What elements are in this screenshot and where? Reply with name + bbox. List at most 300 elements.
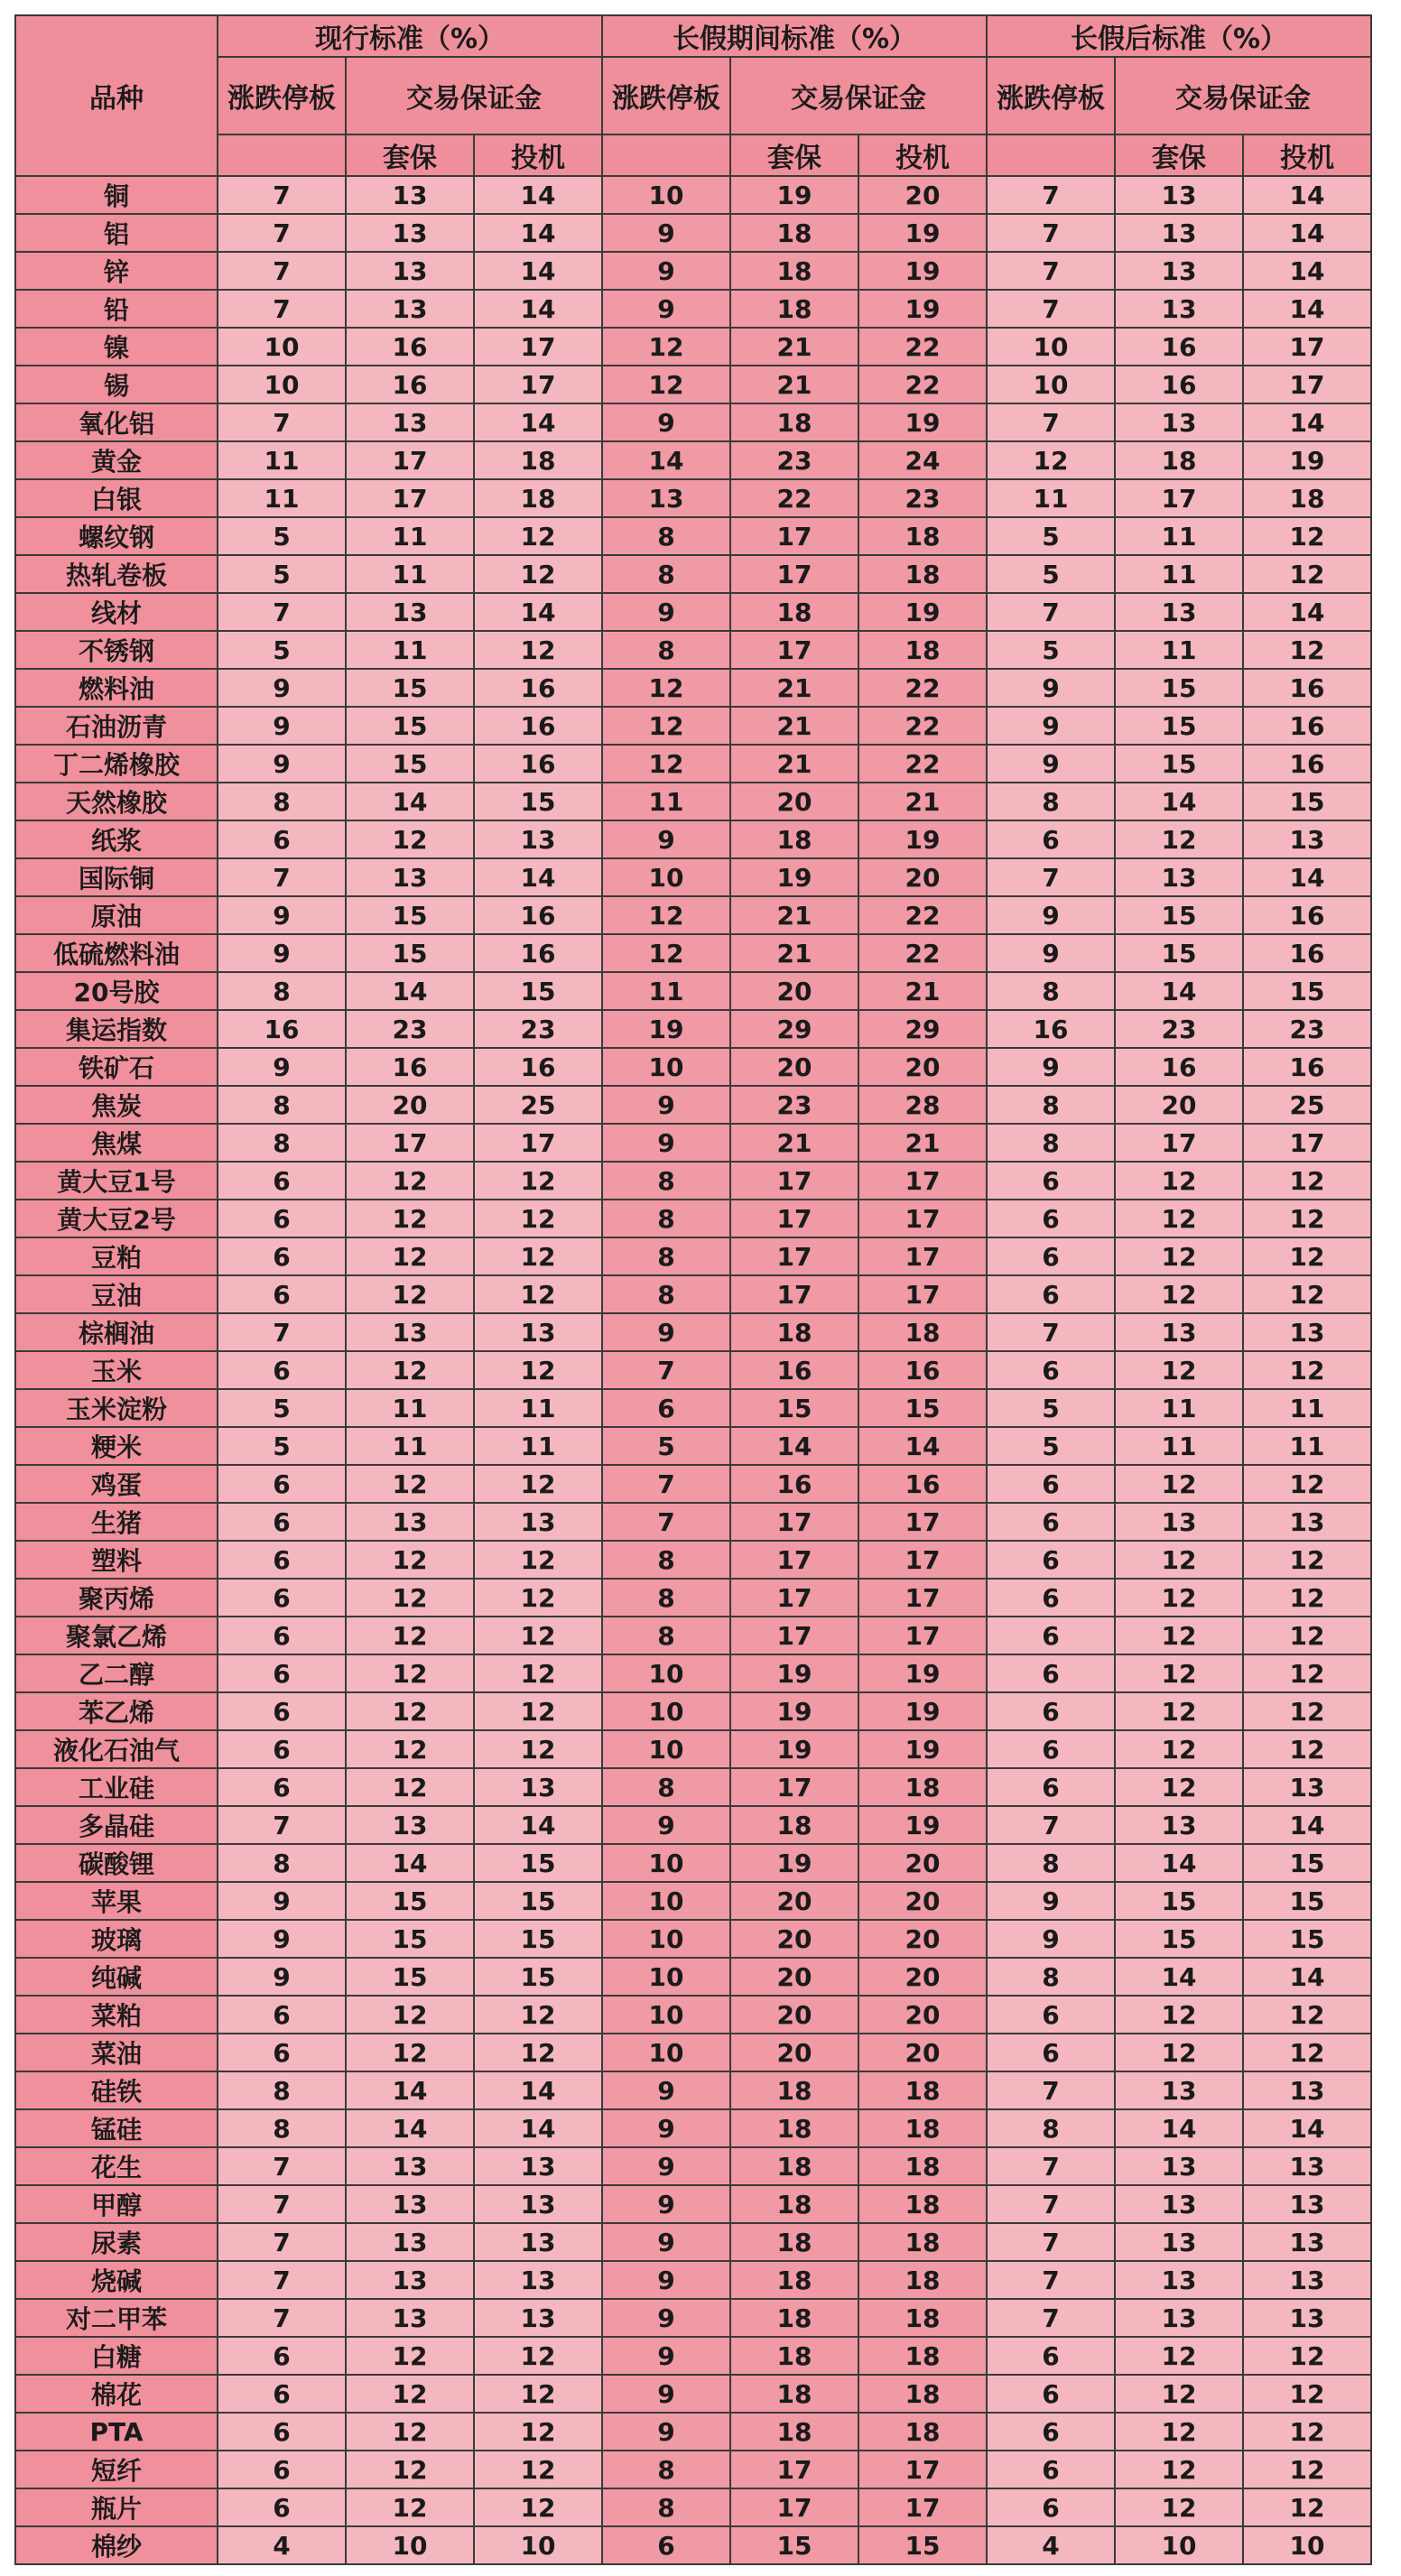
cell-after-spec: 11	[1243, 1389, 1371, 1427]
cell-after-hedge: 13	[1115, 593, 1243, 631]
cell-current-limit: 10	[218, 328, 346, 366]
cell-current-limit: 7	[218, 176, 346, 214]
cell-after-hedge: 12	[1115, 2413, 1243, 2451]
cell-holiday-limit: 8	[602, 1237, 730, 1275]
table-row	[15, 2413, 1371, 2451]
cell-holiday-hedge: 20	[730, 1958, 858, 1996]
cell-holiday-spec: 20	[858, 1844, 987, 1882]
cell-current-hedge: 16	[346, 328, 474, 366]
cell-after-hedge: 12	[1115, 1200, 1243, 1237]
cell-after-hedge: 12	[1115, 2375, 1243, 2413]
cell-current-limit: 9	[218, 1958, 346, 1996]
table-row	[15, 403, 1371, 441]
cell-holiday-hedge: 18	[730, 1806, 858, 1844]
cell-holiday-spec: 18	[858, 2185, 987, 2223]
cell-holiday-hedge: 18	[730, 2299, 858, 2337]
cell-current-spec: 12	[474, 2488, 602, 2526]
cell-current-limit: 6	[218, 2413, 346, 2451]
cell-current-hedge: 11	[346, 517, 474, 555]
table-row	[15, 745, 1371, 783]
cell-variety: 20号胶	[15, 972, 218, 1010]
cell-variety: 塑料	[15, 1541, 218, 1579]
cell-holiday-spec: 20	[858, 2034, 987, 2071]
cell-current-hedge: 23	[346, 1010, 474, 1048]
cell-holiday-spec: 22	[858, 366, 987, 403]
cell-current-limit: 6	[218, 1692, 346, 1730]
cell-holiday-limit: 9	[602, 1124, 730, 1162]
cell-holiday-limit: 12	[602, 934, 730, 972]
cell-after-spec: 12	[1243, 1351, 1371, 1389]
cell-after-hedge: 11	[1115, 631, 1243, 669]
cell-holiday-hedge: 22	[730, 479, 858, 517]
cell-after-hedge: 13	[1115, 2223, 1243, 2261]
cell-after-hedge: 15	[1115, 707, 1243, 745]
cell-after-limit: 6	[987, 1692, 1115, 1730]
cell-current-hedge: 13	[346, 2185, 474, 2223]
cell-current-hedge: 13	[346, 2261, 474, 2299]
cell-current-hedge: 16	[346, 366, 474, 403]
cell-after-limit: 7	[987, 2071, 1115, 2109]
cell-holiday-limit: 10	[602, 1996, 730, 2034]
cell-holiday-spec: 15	[858, 1389, 987, 1427]
cell-after-hedge: 13	[1115, 214, 1243, 252]
cell-holiday-hedge: 21	[730, 328, 858, 366]
cell-after-limit: 6	[987, 1503, 1115, 1541]
cell-current-hedge: 11	[346, 1389, 474, 1427]
cell-after-hedge: 14	[1115, 972, 1243, 1010]
cell-after-hedge: 16	[1115, 366, 1243, 403]
cell-after-limit: 9	[987, 669, 1115, 707]
cell-variety: 燃料油	[15, 669, 218, 707]
table-row	[15, 1579, 1371, 1617]
cell-current-hedge: 12	[346, 1200, 474, 1237]
cell-after-limit: 8	[987, 972, 1115, 1010]
cell-current-limit: 8	[218, 1086, 346, 1124]
cell-after-limit: 6	[987, 2488, 1115, 2526]
cell-holiday-hedge: 14	[730, 1427, 858, 1465]
cell-after-limit: 9	[987, 1920, 1115, 1958]
table-row	[15, 1692, 1371, 1730]
cell-after-limit: 6	[987, 1768, 1115, 1806]
cell-variety: 纸浆	[15, 820, 218, 858]
cell-holiday-hedge: 29	[730, 1010, 858, 1048]
cell-after-limit: 4	[987, 2526, 1115, 2564]
cell-after-limit: 8	[987, 1958, 1115, 1996]
cell-after-limit: 6	[987, 1654, 1115, 1692]
cell-current-hedge: 13	[346, 176, 474, 214]
cell-holiday-limit: 10	[602, 1692, 730, 1730]
cell-current-limit: 8	[218, 783, 346, 820]
cell-current-limit: 6	[218, 1162, 346, 1200]
cell-holiday-limit: 9	[602, 252, 730, 290]
cell-holiday-spec: 21	[858, 783, 987, 820]
cell-after-hedge: 13	[1115, 290, 1243, 328]
cell-holiday-spec: 18	[858, 2337, 987, 2375]
table-row	[15, 441, 1371, 479]
table-row	[15, 1654, 1371, 1692]
cell-current-limit: 10	[218, 366, 346, 403]
table-row	[15, 593, 1371, 631]
cell-holiday-limit: 9	[602, 2071, 730, 2109]
cell-after-limit: 5	[987, 517, 1115, 555]
cell-variety: 锡	[15, 366, 218, 403]
cell-holiday-limit: 12	[602, 669, 730, 707]
cell-holiday-hedge: 23	[730, 1086, 858, 1124]
cell-current-hedge: 15	[346, 669, 474, 707]
cell-after-limit: 6	[987, 1237, 1115, 1275]
cell-current-spec: 23	[474, 1010, 602, 1048]
cell-holiday-limit: 9	[602, 2299, 730, 2337]
table-row	[15, 1844, 1371, 1882]
cell-after-hedge: 10	[1115, 2526, 1243, 2564]
cell-holiday-spec: 21	[858, 1124, 987, 1162]
cell-after-spec: 14	[1243, 176, 1371, 214]
cell-current-limit: 6	[218, 1541, 346, 1579]
cell-current-limit: 9	[218, 707, 346, 745]
cell-current-limit: 7	[218, 2147, 346, 2185]
cell-after-spec: 12	[1243, 1200, 1371, 1237]
cell-current-limit: 9	[218, 896, 346, 934]
cell-variety: 黄大豆1号	[15, 1162, 218, 1200]
cell-holiday-hedge: 21	[730, 707, 858, 745]
cell-after-spec: 12	[1243, 1617, 1371, 1654]
table-row	[15, 2299, 1371, 2337]
cell-holiday-spec: 17	[858, 2451, 987, 2488]
cell-after-limit: 7	[987, 858, 1115, 896]
cell-holiday-hedge: 19	[730, 1730, 858, 1768]
cell-holiday-spec: 18	[858, 2109, 987, 2147]
cell-current-spec: 14	[474, 176, 602, 214]
cell-holiday-spec: 20	[858, 176, 987, 214]
cell-after-spec: 12	[1243, 1162, 1371, 1200]
cell-holiday-limit: 10	[602, 2034, 730, 2071]
cell-variety: 棕榈油	[15, 1313, 218, 1351]
cell-current-spec: 12	[474, 1541, 602, 1579]
cell-after-limit: 11	[987, 479, 1115, 517]
cell-holiday-hedge: 21	[730, 896, 858, 934]
cell-after-spec: 15	[1243, 1882, 1371, 1920]
cell-current-hedge: 11	[346, 1427, 474, 1465]
cell-after-limit: 10	[987, 328, 1115, 366]
cell-current-limit: 7	[218, 290, 346, 328]
cell-after-spec: 12	[1243, 1654, 1371, 1692]
cell-after-spec: 14	[1243, 593, 1371, 631]
cell-after-hedge: 13	[1115, 2147, 1243, 2185]
cell-current-hedge: 13	[346, 2223, 474, 2261]
cell-after-limit: 7	[987, 403, 1115, 441]
cell-current-limit: 7	[218, 214, 346, 252]
cell-variety: 纯碱	[15, 1958, 218, 1996]
cell-after-hedge: 13	[1115, 2071, 1243, 2109]
cell-variety: 国际铜	[15, 858, 218, 896]
cell-after-limit: 6	[987, 1996, 1115, 2034]
cell-current-hedge: 15	[346, 934, 474, 972]
cell-variety: 花生	[15, 2147, 218, 2185]
table-row	[15, 631, 1371, 669]
cell-after-limit: 5	[987, 1389, 1115, 1427]
cell-current-limit: 8	[218, 1124, 346, 1162]
cell-variety: 苹果	[15, 1882, 218, 1920]
cell-current-spec: 14	[474, 403, 602, 441]
cell-holiday-limit: 9	[602, 214, 730, 252]
cell-after-limit: 6	[987, 1579, 1115, 1617]
cell-after-hedge: 12	[1115, 2034, 1243, 2071]
cell-after-spec: 12	[1243, 1730, 1371, 1768]
table-row	[15, 1503, 1371, 1541]
cell-current-hedge: 15	[346, 1882, 474, 1920]
cell-holiday-limit: 12	[602, 707, 730, 745]
cell-after-limit: 12	[987, 441, 1115, 479]
cell-after-limit: 7	[987, 214, 1115, 252]
cell-holiday-spec: 18	[858, 2147, 987, 2185]
cell-current-spec: 13	[474, 2147, 602, 2185]
cell-current-hedge: 17	[346, 1124, 474, 1162]
table-row	[15, 896, 1371, 934]
cell-current-spec: 12	[474, 1465, 602, 1503]
cell-current-limit: 5	[218, 631, 346, 669]
cell-after-spec: 16	[1243, 669, 1371, 707]
cell-holiday-spec: 19	[858, 403, 987, 441]
cell-current-spec: 14	[474, 2109, 602, 2147]
cell-variety: 尿素	[15, 2223, 218, 2261]
cell-holiday-limit: 12	[602, 745, 730, 783]
cell-holiday-hedge: 20	[730, 1920, 858, 1958]
table-row	[15, 555, 1371, 593]
cell-holiday-hedge: 18	[730, 1313, 858, 1351]
cell-holiday-limit: 12	[602, 366, 730, 403]
cell-current-limit: 9	[218, 1882, 346, 1920]
cell-after-spec: 14	[1243, 403, 1371, 441]
cell-current-spec: 12	[474, 1692, 602, 1730]
cell-current-spec: 12	[474, 1654, 602, 1692]
cell-current-limit: 4	[218, 2526, 346, 2564]
cell-current-spec: 10	[474, 2526, 602, 2564]
cell-after-limit: 9	[987, 1882, 1115, 1920]
cell-holiday-hedge: 18	[730, 2223, 858, 2261]
cell-current-spec: 12	[474, 2375, 602, 2413]
cell-variety: 硅铁	[15, 2071, 218, 2109]
cell-holiday-limit: 8	[602, 555, 730, 593]
cell-after-spec: 17	[1243, 328, 1371, 366]
cell-current-spec: 18	[474, 479, 602, 517]
cell-current-hedge: 12	[346, 1541, 474, 1579]
cell-current-spec: 17	[474, 328, 602, 366]
cell-holiday-limit: 9	[602, 2109, 730, 2147]
cell-after-spec: 11	[1243, 1427, 1371, 1465]
cell-current-spec: 14	[474, 593, 602, 631]
table-row	[15, 1086, 1371, 1124]
cell-after-spec: 15	[1243, 1844, 1371, 1882]
table-row	[15, 1427, 1371, 1465]
cell-holiday-limit: 8	[602, 1541, 730, 1579]
cell-after-hedge: 12	[1115, 1768, 1243, 1806]
cell-holiday-spec: 17	[858, 1237, 987, 1275]
cell-variety: 原油	[15, 896, 218, 934]
cell-current-spec: 13	[474, 1313, 602, 1351]
cell-current-spec: 12	[474, 1730, 602, 1768]
cell-current-spec: 12	[474, 1162, 602, 1200]
cell-holiday-hedge: 18	[730, 593, 858, 631]
cell-current-hedge: 15	[346, 896, 474, 934]
cell-current-hedge: 11	[346, 555, 474, 593]
table-row	[15, 2147, 1371, 2185]
cell-current-limit: 5	[218, 1427, 346, 1465]
cell-after-spec: 15	[1243, 1920, 1371, 1958]
cell-after-spec: 17	[1243, 366, 1371, 403]
cell-current-limit: 7	[218, 858, 346, 896]
cell-current-spec: 11	[474, 1427, 602, 1465]
cell-variety: 乙二醇	[15, 1654, 218, 1692]
cell-holiday-spec: 20	[858, 1996, 987, 2034]
header-holiday: 长假期间标准（%）	[602, 15, 987, 57]
cell-holiday-spec: 19	[858, 820, 987, 858]
cell-holiday-limit: 10	[602, 1882, 730, 1920]
cell-after-spec: 19	[1243, 441, 1371, 479]
table-row	[15, 783, 1371, 820]
table-row	[15, 290, 1371, 328]
cell-after-limit: 10	[987, 366, 1115, 403]
cell-current-limit: 9	[218, 745, 346, 783]
cell-holiday-spec: 22	[858, 934, 987, 972]
cell-current-spec: 14	[474, 858, 602, 896]
cell-holiday-spec: 21	[858, 972, 987, 1010]
cell-variety: 白糖	[15, 2337, 218, 2375]
cell-after-spec: 14	[1243, 858, 1371, 896]
table-row	[15, 2337, 1371, 2375]
cell-after-spec: 13	[1243, 2299, 1371, 2337]
cell-holiday-hedge: 20	[730, 1996, 858, 2034]
cell-after-hedge: 13	[1115, 176, 1243, 214]
cell-holiday-hedge: 18	[730, 2109, 858, 2147]
cell-after-hedge: 15	[1115, 934, 1243, 972]
cell-after-hedge: 13	[1115, 2261, 1243, 2299]
cell-holiday-limit: 8	[602, 1275, 730, 1313]
cell-after-limit: 6	[987, 1541, 1115, 1579]
cell-after-spec: 13	[1243, 2223, 1371, 2261]
cell-after-limit: 9	[987, 934, 1115, 972]
header-current-margin: 交易保证金	[346, 57, 602, 134]
table-row	[15, 1541, 1371, 1579]
cell-holiday-hedge: 17	[730, 2488, 858, 2526]
cell-variety: 不锈钢	[15, 631, 218, 669]
cell-holiday-hedge: 17	[730, 555, 858, 593]
cell-current-spec: 12	[474, 555, 602, 593]
cell-after-spec: 16	[1243, 896, 1371, 934]
cell-after-limit: 7	[987, 2185, 1115, 2223]
cell-holiday-hedge: 20	[730, 1048, 858, 1086]
cell-holiday-hedge: 19	[730, 1844, 858, 1882]
cell-after-limit: 8	[987, 1086, 1115, 1124]
cell-after-limit: 6	[987, 2375, 1115, 2413]
header-current-spec: 投机	[474, 134, 602, 176]
cell-variety: 铝	[15, 214, 218, 252]
table-row	[15, 2034, 1371, 2071]
cell-holiday-hedge: 18	[730, 403, 858, 441]
cell-holiday-spec: 18	[858, 2375, 987, 2413]
cell-after-limit: 7	[987, 1806, 1115, 1844]
table-row	[15, 479, 1371, 517]
cell-variety: 菜油	[15, 2034, 218, 2071]
cell-current-hedge: 12	[346, 1617, 474, 1654]
header-holiday-limit: 涨跌停板	[602, 57, 730, 134]
cell-holiday-spec: 19	[858, 1654, 987, 1692]
cell-after-spec: 12	[1243, 1275, 1371, 1313]
table-row	[15, 1162, 1371, 1200]
cell-current-hedge: 12	[346, 1275, 474, 1313]
cell-after-spec: 13	[1243, 1503, 1371, 1541]
cell-after-hedge: 12	[1115, 1275, 1243, 1313]
cell-current-spec: 15	[474, 1958, 602, 1996]
table-row	[15, 2526, 1371, 2564]
cell-variety: 铅	[15, 290, 218, 328]
cell-holiday-hedge: 17	[730, 1768, 858, 1806]
cell-holiday-hedge: 20	[730, 783, 858, 820]
cell-current-limit: 6	[218, 1200, 346, 1237]
table-row	[15, 2488, 1371, 2526]
cell-after-limit: 5	[987, 1427, 1115, 1465]
cell-holiday-spec: 17	[858, 1579, 987, 1617]
cell-after-limit: 7	[987, 593, 1115, 631]
header-after-margin: 交易保证金	[1115, 57, 1371, 134]
cell-current-spec: 16	[474, 1048, 602, 1086]
cell-current-limit: 8	[218, 1844, 346, 1882]
cell-variety: 棉纱	[15, 2526, 218, 2564]
cell-current-hedge: 13	[346, 1806, 474, 1844]
cell-holiday-hedge: 18	[730, 820, 858, 858]
table-row	[15, 2451, 1371, 2488]
cell-after-hedge: 12	[1115, 1996, 1243, 2034]
cell-after-spec: 16	[1243, 934, 1371, 972]
cell-current-spec: 15	[474, 1882, 602, 1920]
cell-holiday-hedge: 17	[730, 2451, 858, 2488]
cell-current-spec: 17	[474, 366, 602, 403]
cell-after-spec: 16	[1243, 707, 1371, 745]
cell-holiday-hedge: 17	[730, 631, 858, 669]
cell-holiday-spec: 14	[858, 1427, 987, 1465]
cell-after-hedge: 13	[1115, 858, 1243, 896]
cell-current-limit: 6	[218, 1579, 346, 1617]
cell-current-hedge: 14	[346, 2071, 474, 2109]
cell-variety: 低硫燃料油	[15, 934, 218, 972]
cell-current-limit: 7	[218, 2223, 346, 2261]
table-row	[15, 1768, 1371, 1806]
cell-after-limit: 8	[987, 2109, 1115, 2147]
cell-after-limit: 7	[987, 2299, 1115, 2337]
cell-after-spec: 12	[1243, 2375, 1371, 2413]
cell-holiday-limit: 11	[602, 972, 730, 1010]
cell-after-hedge: 12	[1115, 1579, 1243, 1617]
table-row	[15, 214, 1371, 252]
cell-holiday-limit: 9	[602, 1806, 730, 1844]
table-row	[15, 2223, 1371, 2261]
cell-current-limit: 9	[218, 1920, 346, 1958]
cell-holiday-spec: 19	[858, 593, 987, 631]
cell-current-limit: 11	[218, 479, 346, 517]
cell-current-hedge: 12	[346, 2488, 474, 2526]
cell-current-limit: 9	[218, 1048, 346, 1086]
cell-current-hedge: 14	[346, 972, 474, 1010]
cell-variety: 碳酸锂	[15, 1844, 218, 1882]
cell-holiday-limit: 9	[602, 593, 730, 631]
cell-variety: 黄金	[15, 441, 218, 479]
cell-holiday-spec: 19	[858, 1806, 987, 1844]
cell-current-limit: 7	[218, 2299, 346, 2337]
cell-holiday-hedge: 21	[730, 366, 858, 403]
cell-current-limit: 6	[218, 1237, 346, 1275]
cell-after-hedge: 14	[1115, 783, 1243, 820]
table-row	[15, 1617, 1371, 1654]
cell-current-spec: 12	[474, 2451, 602, 2488]
